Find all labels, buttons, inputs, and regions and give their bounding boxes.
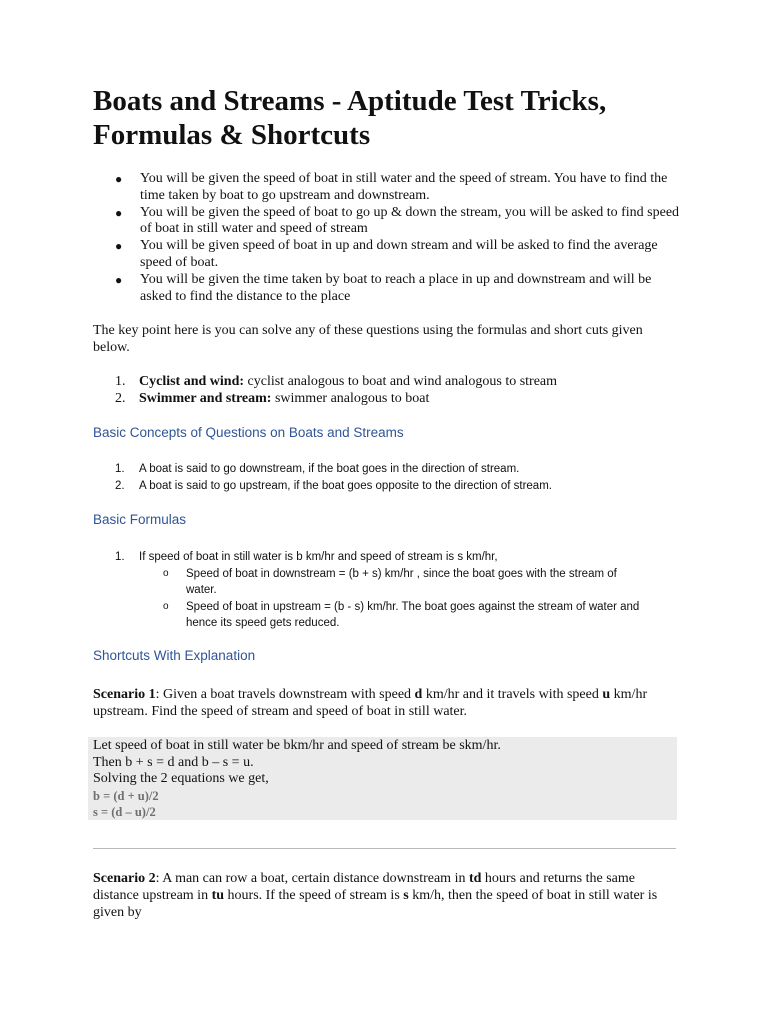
- list-item: [139, 599, 646, 632]
- scenario-text: hours and returns the same distance upstream in: [93, 871, 635, 903]
- horizontal-divider: [93, 848, 676, 849]
- concept-text: A boat is said to go upstream, if the boat goes opposite to the direction of stream.: [139, 479, 552, 492]
- list-number: 1.: [115, 374, 126, 389]
- scenario-variable: tu: [211, 888, 225, 903]
- scenario-text: hours. If the speed of stream is: [224, 888, 404, 903]
- list-number: 1.: [115, 463, 125, 475]
- scenario-label: Scenario 1: [93, 687, 156, 702]
- list-item: [93, 171, 683, 205]
- concepts-list: [93, 461, 683, 494]
- analogy-term: Cyclist and wind:: [139, 374, 245, 389]
- list-number: 2.: [115, 479, 125, 492]
- solution-line: Then b + s = d and b – s = u.: [93, 754, 254, 770]
- list-item: [93, 238, 683, 272]
- list-item: [93, 549, 683, 632]
- section-heading-shortcuts: Shortcuts With Explanation: [93, 648, 256, 663]
- list-item: [93, 461, 683, 478]
- bullet-text: You will be given speed of boat in up and down stream and will be asked to find the average speed of boat.: [140, 238, 658, 270]
- key-point-paragraph: The key point here is you can solve any of these questions using the formulas and short cuts given below.: [93, 323, 643, 355]
- formulas-list: [93, 549, 683, 632]
- bullet-icon: ●: [115, 205, 123, 220]
- scenario-variable: s: [403, 888, 409, 903]
- equation-b: b = (d + u)/2: [93, 788, 159, 803]
- list-item: [93, 373, 557, 390]
- scenario-text: km/hr upstream. Find the speed of stream and speed of boat in still water.: [93, 687, 648, 719]
- formula-subtext: Speed of boat in upstream = (b - s) km/hr. The boat goes against the stream of water and hence its speed gets reduced.: [186, 600, 640, 629]
- bullet-text: You will be given the speed of boat to go up & down the stream, you will be asked to find speed of boat in still water and speed of stream: [140, 204, 680, 237]
- scenario-1-paragraph: [93, 686, 683, 720]
- scenario-label: Scenario 2: [93, 871, 156, 886]
- bullet-icon: ●: [115, 239, 123, 254]
- list-item: [93, 205, 683, 239]
- list-item: [93, 478, 683, 495]
- scenario-variable: d: [414, 687, 423, 702]
- solution-line: Let speed of boat in still water be bkm/hr and speed of stream be skm/hr.: [93, 738, 501, 753]
- concept-text: A boat is said to go downstream, if the boat goes in the direction of stream.: [139, 463, 520, 475]
- page-title: Boats and Streams - Aptitude Test Tricks, Formulas & Shortcuts: [93, 85, 607, 151]
- scenario-text: : Given a boat travels downstream with speed: [155, 687, 415, 702]
- equation-s: s = (d – u)/2: [93, 805, 156, 819]
- scenario-2-paragraph: [93, 870, 683, 921]
- list-item: [93, 390, 557, 407]
- list-item: [93, 272, 683, 306]
- bullet-text: You will be given the time taken by boat to reach a place in up and downstream and will be asked to find the distance to the place: [140, 271, 652, 304]
- list-number: 2.: [115, 391, 126, 406]
- analogy-list: [93, 373, 557, 407]
- list-item: [139, 566, 646, 599]
- bullet-icon: ●: [115, 172, 123, 186]
- scenario-text: : A man can row a boat, certain distance downstream in: [155, 871, 469, 886]
- analogy-term: Swimmer and stream:: [139, 391, 272, 406]
- section-heading-concepts: Basic Concepts of Questions on Boats and Streams: [93, 425, 404, 440]
- bullet-icon: ●: [115, 272, 123, 287]
- circle-bullet-icon: o: [163, 567, 169, 579]
- section-heading-formulas: Basic Formulas: [93, 512, 187, 527]
- formula-text: If speed of boat in still water is b km/hr and speed of stream is s km/hr,: [139, 551, 498, 563]
- formula-subtext: Speed of boat in downstream = (b + s) km/hr , since the boat goes with the stream of water.: [186, 567, 617, 596]
- scenario-text: km/h, then the speed of boat in still water is given by: [93, 888, 658, 920]
- solution-text: [93, 738, 673, 821]
- scenario-text: km/hr and it travels with speed: [422, 687, 603, 702]
- analogy-text: swimmer analogous to boat: [271, 391, 430, 406]
- scenario-variable: u: [602, 687, 611, 702]
- formula-sublist: [139, 566, 683, 632]
- list-number: 1.: [115, 551, 125, 563]
- intro-bullet-list: [93, 171, 683, 305]
- bullet-text: You will be given the speed of boat in still water and the speed of stream. You have to find the time taken by boat to go upstream and downstream.: [140, 171, 668, 203]
- analogy-text: cyclist analogous to boat and wind analogous to stream: [244, 374, 558, 389]
- scenario-variable: td: [468, 871, 482, 886]
- solution-line: Solving the 2 equations we get,: [93, 771, 269, 786]
- circle-bullet-icon: o: [163, 600, 169, 612]
